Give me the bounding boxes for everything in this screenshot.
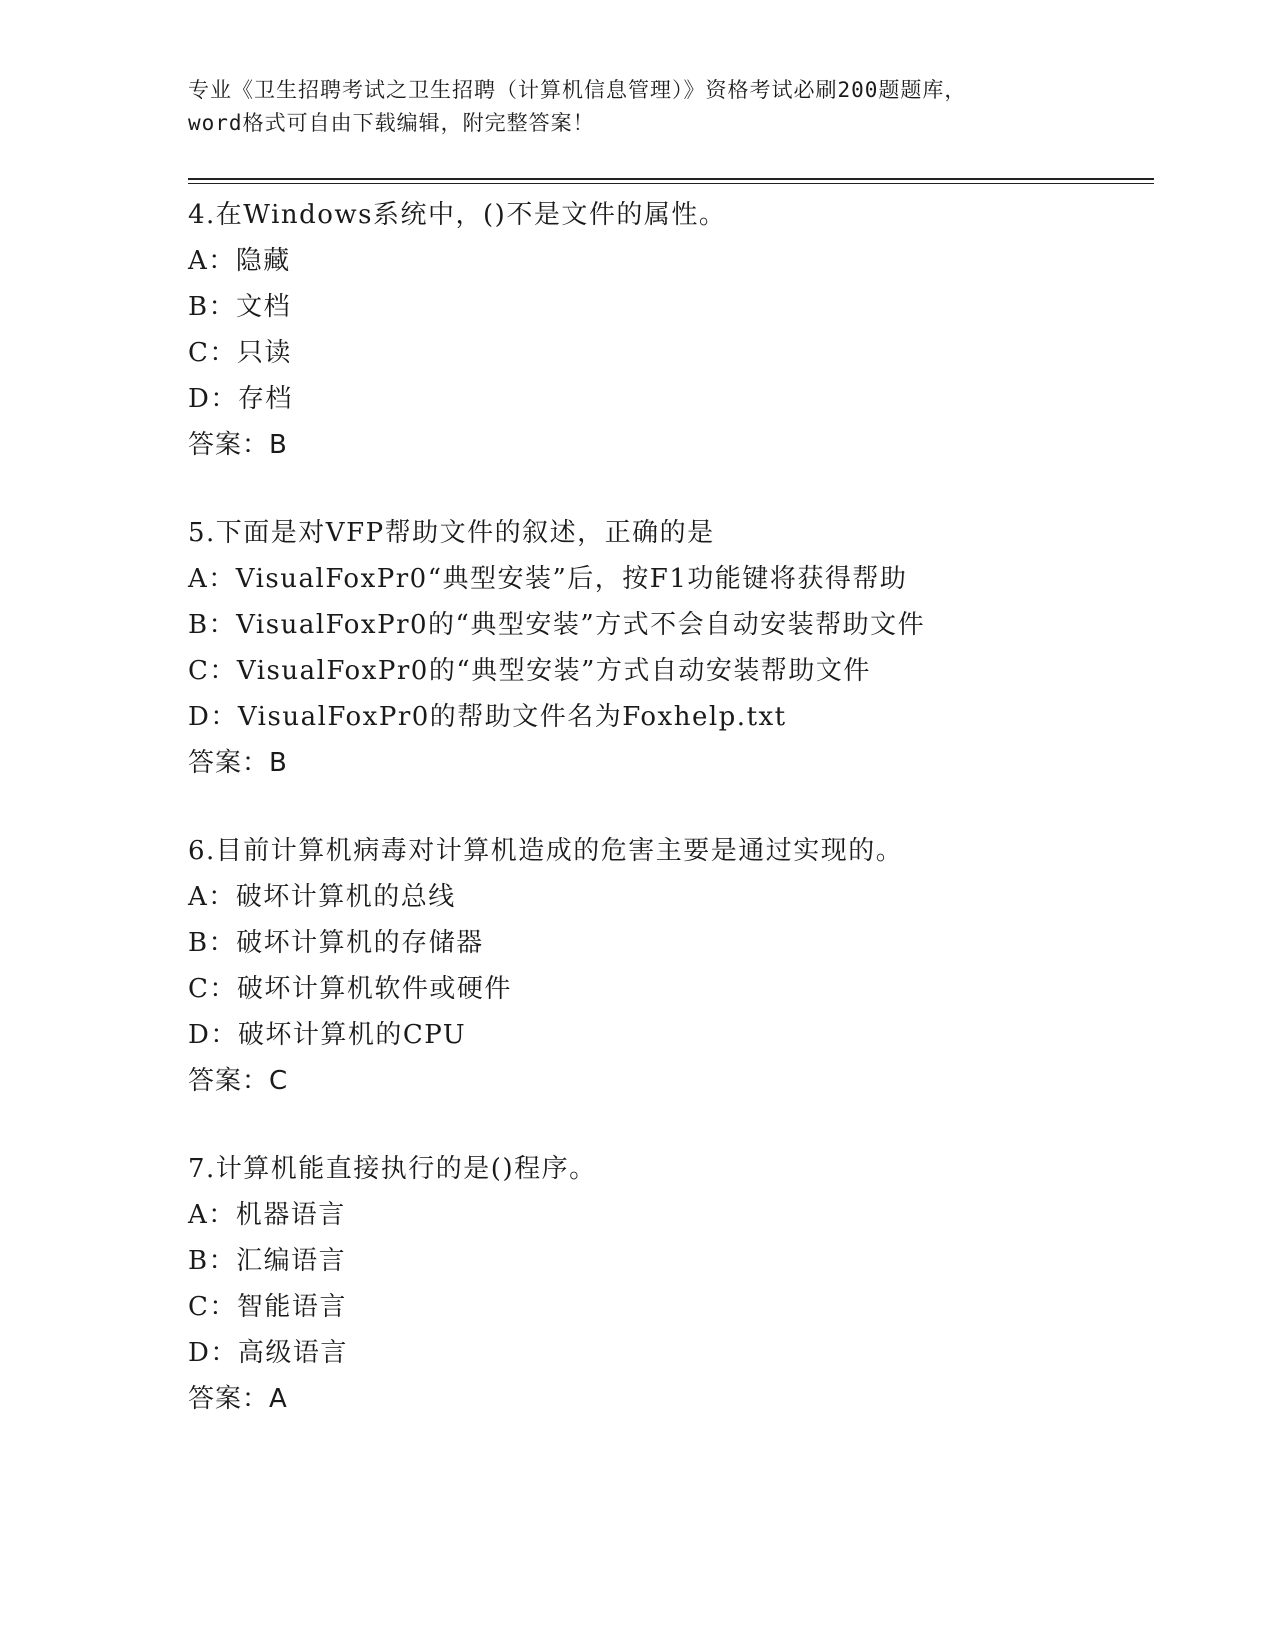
question-6	[188, 828, 1148, 1104]
option-d: D：高级语言	[188, 1338, 348, 1368]
question-stem: 6.目前计算机病毒对计算机造成的危害主要是通过实现的。	[188, 836, 904, 866]
option-a: A：隐藏	[188, 246, 291, 276]
option-a: A：VisualFoxPr0“典型安装”后，按F1功能键将获得帮助	[188, 564, 908, 594]
option-c: C：VisualFoxPr0的“典型安装”方式自动安装帮助文件	[188, 656, 871, 686]
option-b: B：破坏计算机的存储器	[188, 928, 484, 958]
answer-label: 答案：B	[188, 748, 288, 778]
header-divider-thin	[188, 183, 1154, 184]
answer-label: 答案：A	[188, 1384, 288, 1414]
document-header	[188, 74, 1088, 140]
option-d: D：VisualFoxPr0的帮助文件名为Foxhelp.txt	[188, 702, 787, 732]
question-7	[188, 1146, 1148, 1422]
option-a: A：破坏计算机的总线	[188, 882, 456, 912]
question-5	[188, 510, 1148, 786]
question-stem: 7.计算机能直接执行的是()程序。	[188, 1154, 597, 1184]
option-c: C：破坏计算机软件或硬件	[188, 974, 512, 1004]
answer-label: 答案：B	[188, 430, 288, 460]
option-c: C：智能语言	[188, 1292, 347, 1322]
question-stem: 5.下面是对VFP帮助文件的叙述，正确的是	[188, 518, 715, 548]
header-line-1: 专业《卫生招聘考试之卫生招聘（计算机信息管理）》资格考试必刷200题题库，	[188, 78, 967, 102]
question-4	[188, 192, 1148, 468]
option-c: C：只读	[188, 338, 292, 368]
header-divider-thick	[188, 178, 1154, 180]
option-b: B：VisualFoxPr0的“典型安装”方式不会自动安装帮助文件	[188, 610, 926, 640]
option-d: D：破坏计算机的CPU	[188, 1020, 467, 1050]
answer-label: 答案：C	[188, 1066, 289, 1096]
header-line-2: word格式可自由下载编辑，附完整答案！	[188, 111, 595, 135]
option-d: D：存档	[188, 384, 293, 414]
question-stem: 4.在Windows系统中，()不是文件的属性。	[188, 200, 727, 230]
option-a: A：机器语言	[188, 1200, 346, 1230]
option-b: B：文档	[188, 292, 292, 322]
question-list	[188, 192, 1148, 1464]
option-b: B：汇编语言	[188, 1246, 347, 1276]
